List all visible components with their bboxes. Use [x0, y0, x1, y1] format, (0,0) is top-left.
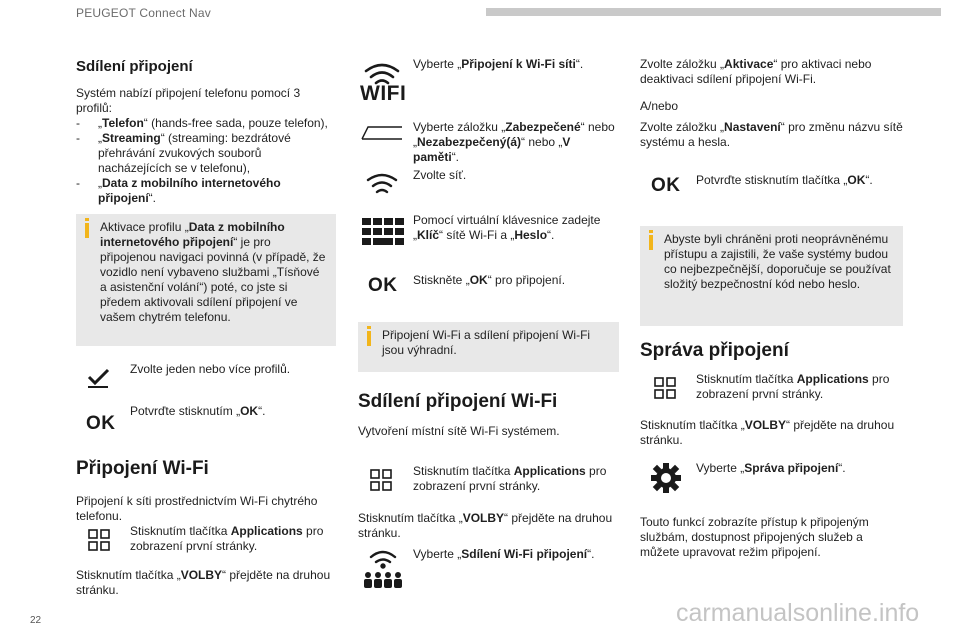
list-item: - „Data z mobilního internetového připojení“.	[76, 176, 281, 205]
volby-text: Stisknutím tlačítka „VOLBY“ přejděte na druhou stránku.	[76, 568, 331, 597]
ok-icon: OK	[651, 175, 681, 196]
checkbox-pencil-icon	[86, 368, 112, 390]
info-box-wifi-exclusive	[358, 322, 619, 372]
applications-text: Stisknutím tlačítka Applications pro zobrazení první stránky.	[696, 372, 890, 401]
or-text: A/nebo	[640, 99, 679, 113]
select-profiles-text: Zvolte jeden nebo více profilů.	[130, 362, 291, 376]
gear-icon	[650, 462, 682, 494]
keyboard-text: Pomocí virtuální klávesnice zadejte „Klíč“ sítě Wi-Fi a „Heslo“.	[413, 213, 601, 242]
share-intro: Vytvoření místní sítě Wi-Fi systémem.	[358, 424, 560, 438]
heading-pripojeni-wifi: Připojení Wi-Fi	[76, 458, 209, 479]
info-box-data-profile	[76, 214, 336, 346]
wifi-network-icon	[364, 172, 400, 198]
profiles-intro: Systém nabízí připojení telefonu pomocí 3 profilů:	[76, 86, 301, 115]
applications-grid-icon	[370, 469, 392, 491]
watermark: carmanualsonline.info	[676, 599, 920, 627]
heading-sprava-pripojeni: Správa připojení	[640, 340, 789, 361]
manual-header-title: PEUGEOT Connect Nav	[76, 6, 211, 20]
wifi-label-icon: WIFI	[360, 82, 407, 105]
heading-sdileni-pripojeni: Sdílení připojení	[76, 58, 193, 75]
manage-select-text: Vyberte „Správa připojení“.	[696, 461, 846, 475]
select-network-text: Zvolte síť.	[413, 168, 467, 182]
applications-text: Stisknutím tlačítka Applications pro zobrazení první stránky.	[130, 524, 324, 553]
volby-text: Stisknutím tlačítka „VOLBY“ přejděte na druhou stránku.	[358, 511, 613, 540]
info-icon	[649, 235, 653, 250]
tab-select-text: Vyberte záložku „Zabezpečené“ nebo „Nezabezpečený(á)“ nebo „V paměti“.	[413, 120, 615, 164]
ok-icon: OK	[86, 413, 116, 434]
tab-select-icon	[360, 125, 404, 141]
share-select-text: Vyberte „Sdílení Wi-Fi připojení“.	[413, 547, 595, 561]
info-icon	[367, 331, 371, 346]
list-item: - „Telefon“ (hands-free sada, pouze telefon),	[76, 116, 328, 130]
press-ok-text: Stiskněte „OK“ pro připojení.	[413, 273, 566, 287]
wifi-share-people-icon	[362, 548, 404, 590]
info-text: Připojení Wi-Fi a sdílení připojení Wi-Fi jsou výhradní.	[382, 328, 591, 357]
list-item: - „Streaming“ (streaming: bezdrátové přehrávání zvukových souborů nacházejících se v telefonu),	[76, 131, 291, 175]
info-box-security	[640, 226, 903, 326]
applications-grid-icon	[654, 377, 676, 399]
info-text: Abyste byli chráněni proti neoprávněnému přístupu a zajistili, že vaše systémy budou co nejbezpečnější, doporučuje se používat složitý bezpečnostní kód nebo heslo.	[664, 232, 891, 291]
heading-sdileni-wifi: Sdílení připojení Wi-Fi	[358, 391, 558, 412]
wifi-intro: Připojení k síti prostřednictvím Wi-Fi chytrého telefonu.	[76, 494, 318, 523]
ok-icon: OK	[368, 275, 398, 296]
volby-text: Stisknutím tlačítka „VOLBY“ přejděte na druhou stránku.	[640, 418, 895, 447]
info-text: Aktivace profilu „Data z mobilního internetového připojení“ je pro připojenou navigaci povinná (v případě, že vozidlo není vybaveno službami „Tísňové a asistenční volání“) poté, co jste si předem aktivovali sdílení připojení ve vašem chytrém telefonu.	[100, 220, 326, 324]
applications-grid-icon	[88, 529, 110, 551]
settings-tab-text: Zvolte záložku „Nastavení“ pro změnu názvu sítě systému a hesla.	[640, 120, 903, 149]
header-bar	[486, 8, 941, 16]
profiles-list	[76, 116, 338, 206]
wifi-select-text: Vyberte „Připojení k Wi-Fi síti“.	[413, 57, 584, 71]
confirm-ok-text: Potvrďte stisknutím tlačítka „OK“.	[696, 173, 873, 187]
confirm-ok-text: Potvrďte stisknutím „OK“.	[130, 404, 266, 418]
info-icon	[85, 223, 89, 238]
applications-text: Stisknutím tlačítka Applications pro zobrazení první stránky.	[413, 464, 607, 493]
manage-outro: Touto funkcí zobrazíte přístup k připojeným službám, dostupnost připojených služeb a můžete upravovat režim připojení.	[640, 515, 869, 559]
keyboard-icon	[362, 218, 404, 246]
page-number: 22	[30, 615, 42, 626]
activate-tab-text: Zvolte záložku „Aktivace“ pro aktivaci nebo deaktivaci sdílení připojení Wi-Fi.	[640, 57, 872, 86]
